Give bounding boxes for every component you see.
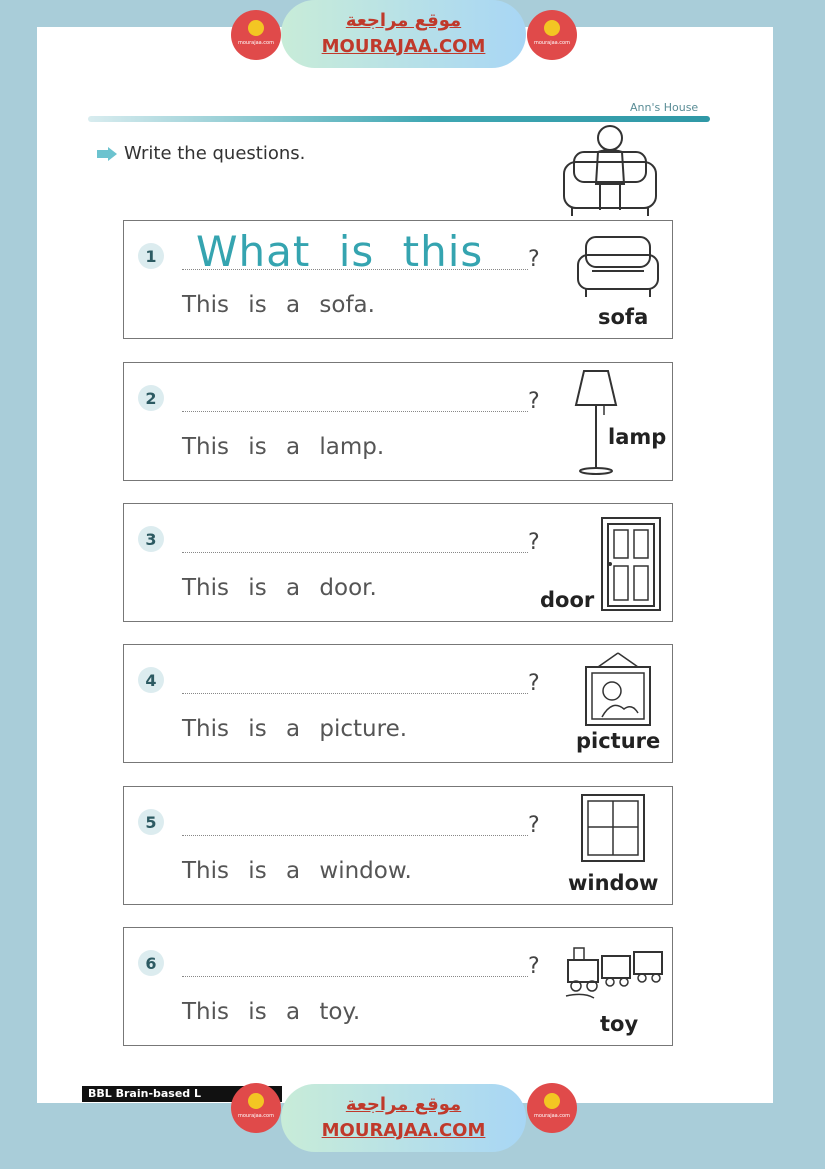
object-label: sofa	[598, 305, 649, 329]
logo-text: mourajaa.com	[237, 40, 274, 46]
logo-text: mourajaa.com	[533, 40, 570, 46]
door-icon	[600, 516, 662, 612]
sentence: This is a door.	[182, 575, 377, 601]
object-label: picture	[576, 729, 661, 753]
lamp-icon	[572, 369, 620, 475]
site-logo-icon	[527, 1083, 577, 1133]
sentence: This is a picture.	[182, 716, 408, 742]
exercise-3	[123, 503, 673, 622]
exercise-1	[123, 220, 673, 339]
exercise-number: 1	[138, 243, 164, 269]
girl-on-sofa-icon	[558, 122, 662, 218]
answer-line[interactable]	[182, 269, 528, 270]
question-mark: ?	[528, 389, 540, 414]
sentence: This is a toy.	[182, 999, 361, 1025]
answer-line[interactable]	[182, 835, 528, 836]
answer-line[interactable]	[182, 411, 528, 412]
object-label: door	[540, 588, 595, 612]
picture-icon	[584, 651, 652, 729]
watermark-top[interactable]	[281, 0, 526, 68]
watermark-bottom[interactable]	[281, 1084, 526, 1152]
answer-line[interactable]	[182, 552, 528, 553]
answer-text: What is this	[196, 227, 484, 276]
question-mark: ?	[528, 530, 540, 555]
exercise-5	[123, 786, 673, 905]
question-mark: ?	[528, 247, 540, 272]
answer-line[interactable]	[182, 693, 528, 694]
exercise-number: 4	[138, 667, 164, 693]
exercise-number: 2	[138, 385, 164, 411]
exercise-2	[123, 362, 673, 481]
exercise-6	[123, 927, 673, 1046]
question-mark: ?	[528, 813, 540, 838]
question-mark: ?	[528, 671, 540, 696]
object-label: toy	[600, 1012, 639, 1036]
toy-train-icon	[564, 942, 666, 1000]
exercise-number: 5	[138, 809, 164, 835]
watermark-arabic[interactable]: موقع مراجعة	[345, 1094, 462, 1115]
footer-banner: BBL Brain-based L	[82, 1086, 282, 1102]
sentence: This is a sofa.	[182, 292, 375, 318]
instruction-text: Write the questions.	[124, 143, 306, 164]
site-logo-icon	[527, 10, 577, 60]
window-icon	[580, 793, 646, 863]
sofa-icon	[576, 231, 660, 299]
sentence: This is a lamp.	[182, 434, 385, 460]
object-label: lamp	[608, 425, 667, 449]
logo-text: mourajaa.com	[533, 1113, 570, 1119]
watermark-site-link[interactable]: MOURAJAA.COM	[321, 36, 486, 57]
question-mark: ?	[528, 954, 540, 979]
arrow-icon	[96, 147, 118, 161]
exercise-number: 6	[138, 950, 164, 976]
logo-text: mourajaa.com	[237, 1113, 274, 1119]
answer-line[interactable]	[182, 976, 528, 977]
watermark-arabic[interactable]: موقع مراجعة	[345, 10, 462, 31]
exercise-4	[123, 644, 673, 763]
exercise-number: 3	[138, 526, 164, 552]
site-logo-icon	[231, 10, 281, 60]
instruction	[96, 143, 305, 164]
sentence: This is a window.	[182, 858, 412, 884]
watermark-site-link[interactable]: MOURAJAA.COM	[321, 1120, 486, 1141]
site-logo-icon	[231, 1083, 281, 1133]
section-title: Ann's House	[630, 101, 699, 114]
object-label: window	[568, 871, 659, 895]
